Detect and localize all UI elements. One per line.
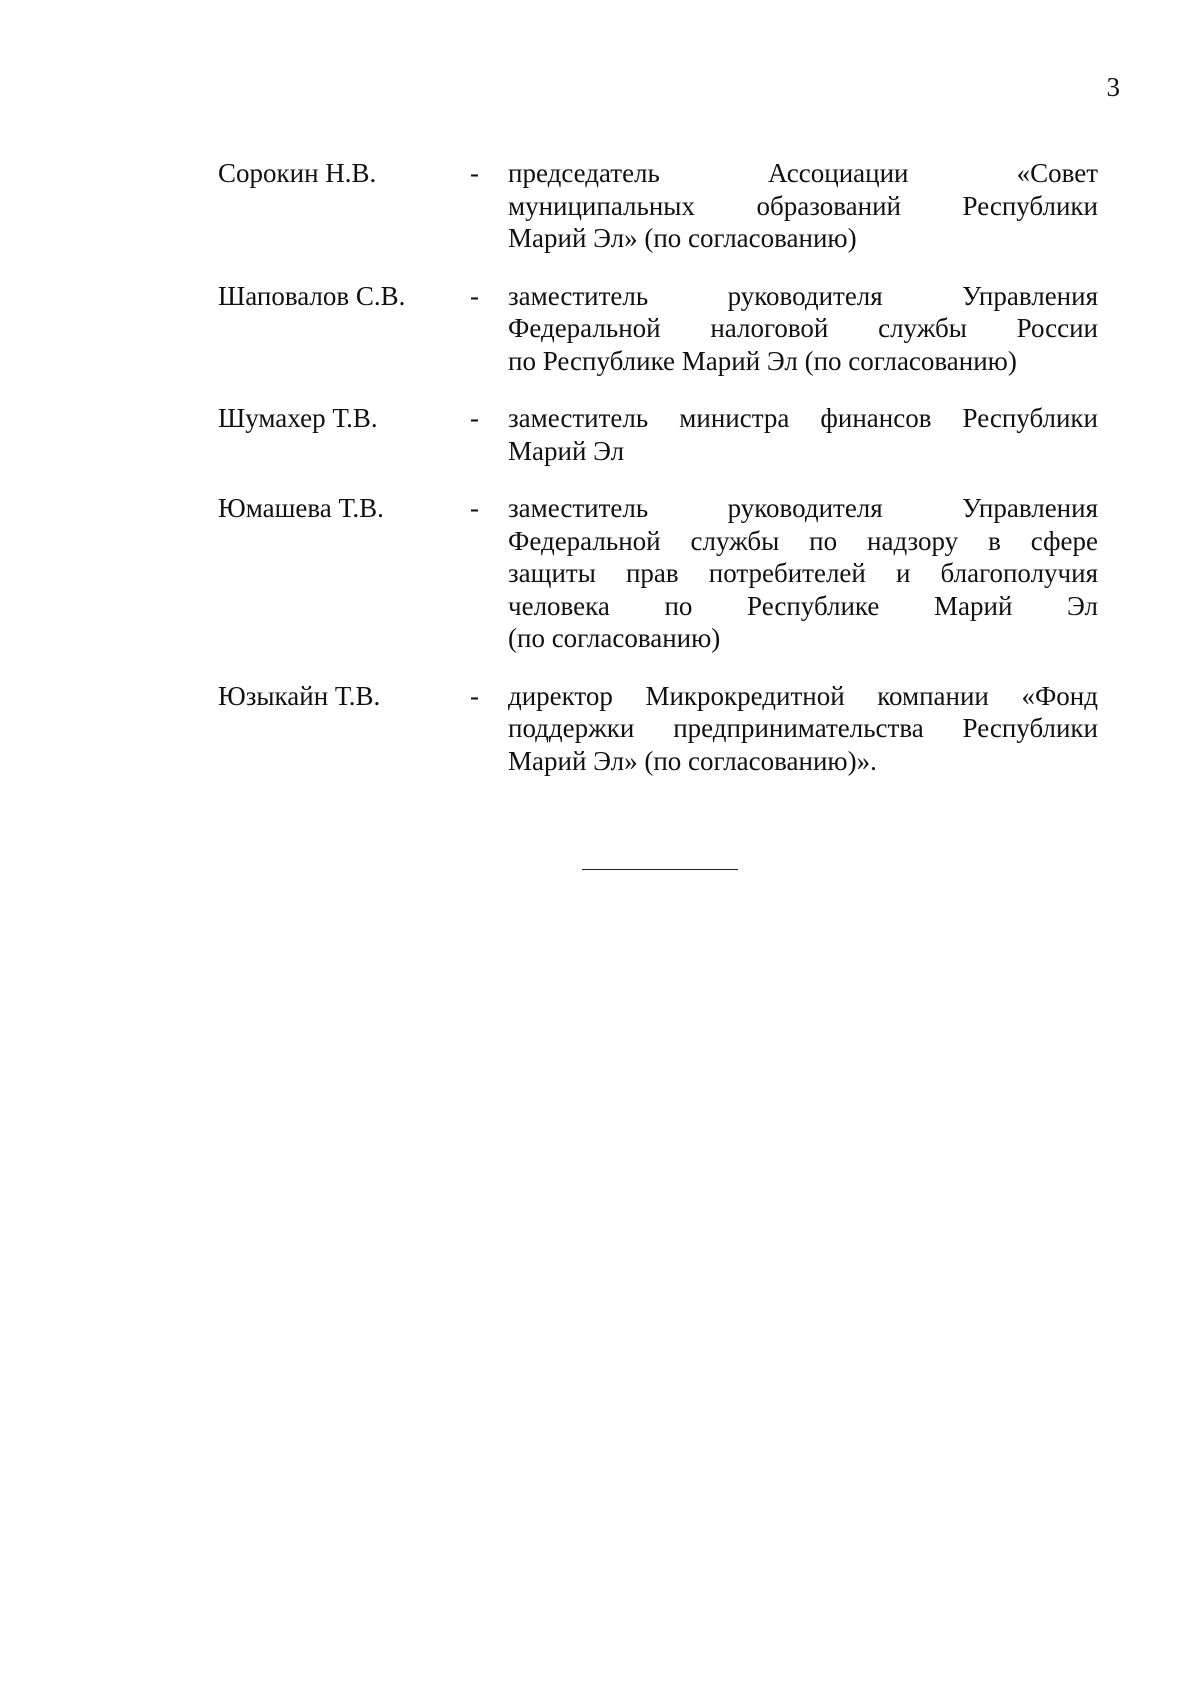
member-position-line: человека по Республике Марий Эл [508, 590, 1098, 621]
page-number: 3 [1106, 72, 1120, 102]
member-position [508, 402, 1098, 467]
member-dash: - [470, 158, 479, 188]
member-name: Юзыкайн Т.В. [218, 680, 381, 711]
member-position-line: председатель Ассоциации «Совет [508, 158, 1098, 188]
member-position-line: Федеральной налоговой службы России [508, 313, 1098, 343]
member-position-line: Марий Эл [508, 435, 625, 466]
member-position [508, 157, 1098, 255]
member-position [508, 492, 1098, 655]
member-dash: - [470, 403, 479, 433]
member-position-line: поддержки предпринимательства Республики [508, 713, 1098, 743]
member-entry [218, 280, 1098, 378]
member-entry [218, 492, 1098, 655]
member-name: Шумахер Т.В. [218, 403, 378, 433]
member-position-line: заместитель руководителя Управления [508, 493, 1098, 523]
member-position-line: заместитель руководителя Управления [508, 280, 1098, 311]
member-dash: - [470, 280, 479, 311]
member-position-line: Федеральной службы по надзору в сфере [508, 525, 1098, 556]
end-of-list-rule [582, 869, 738, 870]
member-name: Юмашева Т.В. [218, 493, 384, 523]
member-position-line: по Республике Марий Эл (по согласованию) [508, 345, 1017, 376]
member-dash: - [470, 680, 479, 711]
member-position-line: Марий Эл» (по согласованию)». [508, 745, 877, 776]
member-position-line: Марий Эл» (по согласованию) [508, 223, 857, 253]
member-name: Шаповалов С.В. [218, 280, 406, 311]
member-position-line: заместитель министра финансов Республики [508, 403, 1098, 433]
member-position-line: защиты прав потребителей и благополучия [508, 558, 1098, 588]
member-position-line: муниципальных образований Республики [508, 190, 1098, 221]
member-position-line: директор Микрокредитной компании «Фонд [508, 680, 1098, 711]
member-position [508, 680, 1098, 778]
member-dash: - [470, 493, 479, 523]
member-entry [218, 680, 1098, 778]
member-entry [218, 157, 1098, 255]
member-position [508, 280, 1098, 378]
member-name: Сорокин Н.В. [218, 158, 377, 188]
member-entry [218, 402, 1098, 467]
member-list [218, 157, 1098, 802]
member-position-line: (по согласованию) [508, 623, 721, 653]
